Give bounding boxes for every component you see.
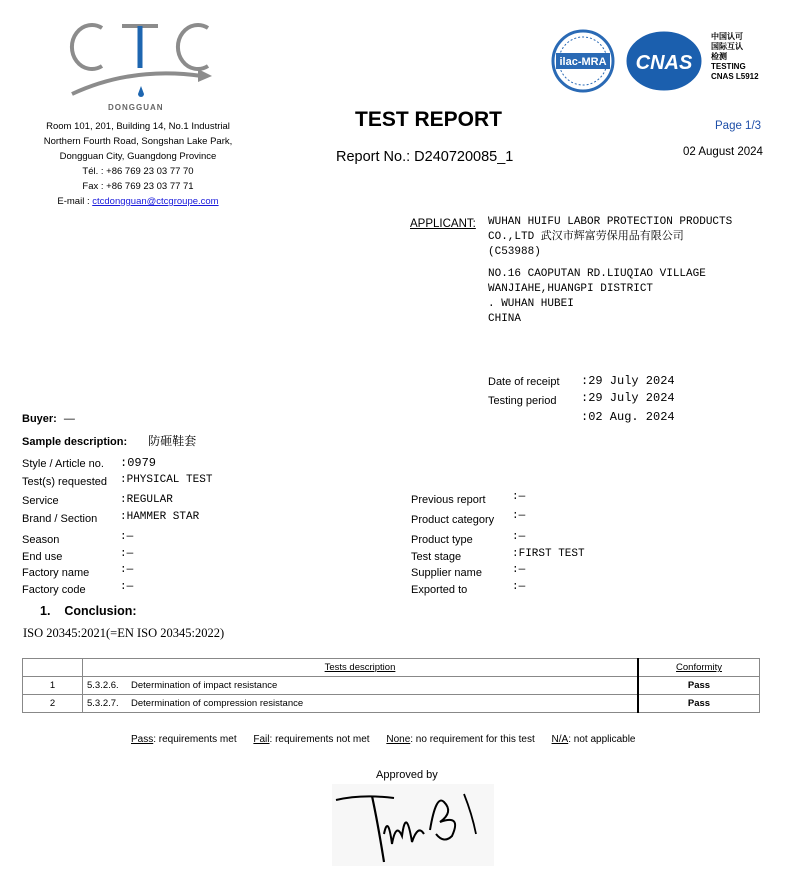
cnas-text: CNAS [635,52,693,74]
email-label: E-mail : [57,196,93,207]
applicant-line: (C53988) [488,246,541,258]
row-number: 1 [23,677,83,695]
buyer-value: — [63,413,75,425]
fax: Fax : +86 769 23 03 77 71 [82,181,194,192]
applicant-line: NO.16 CAOPUTAN RD.LIUQIAO VILLAGE [488,268,706,280]
conclusion-heading: 1. Conclusion: [40,604,137,618]
applicant-line: WANJIAHE,HUANGPI DISTRICT [488,283,654,295]
field-label: Test stage [411,551,462,563]
cnas-details [711,32,759,82]
row-result: Pass [638,695,760,713]
field-value: :— [120,548,134,560]
row-code: 5.3.2.6. [83,677,128,695]
sample-label: Sample description: [22,436,128,448]
cnas-code: CNAS L5912 [711,72,759,81]
buyer-label: Buyer: [22,413,57,425]
ilac-text: ilac-MRA [559,56,607,68]
field-value: :— [120,581,134,593]
legend-na-label: N/A [551,734,569,745]
report-number: Report No.: D240720085_1 [336,149,514,165]
field-value: :FIRST TEST [512,548,585,560]
field-label: Factory name [22,567,90,579]
date-of-receipt-label: Date of receipt [488,376,560,388]
field-label: Supplier name [411,567,482,579]
report-title: TEST REPORT [355,108,503,131]
table-header-cell [23,659,83,677]
row-result: Pass [638,677,760,695]
table-header-row [23,659,760,677]
conclusion-standard: ISO 20345:2021(=EN ISO 20345:2022) [23,626,225,640]
testing-period-label: Testing period [488,395,557,407]
email-link[interactable]: ctcdongguan@ctcgroupe.com [92,196,219,207]
phone: Tél. : +86 769 23 03 77 70 [82,166,194,177]
applicant-line: . WUHAN HUBEI [488,298,574,310]
legend-na-text: : not applicable [568,734,636,745]
legend-pass-text: : requirements met [153,734,237,745]
table-row [23,677,760,695]
cnas-cn-line: 中国认可 [711,32,743,41]
company-address [13,119,263,209]
address-line: Northern Fourth Road, Songshan Lake Park, [43,136,233,147]
field-value: :REGULAR [120,494,173,506]
field-value: :— [120,531,134,543]
cnas-logo [624,28,704,94]
field-label: Product category [411,514,495,526]
field-label: Factory code [22,584,86,596]
legend-none-label: None [386,734,411,745]
approved-by-label: Approved by [376,769,438,781]
field-label: Exported to [411,584,468,596]
cnas-cn-line: 国际互认 [711,42,743,51]
table-row [23,695,760,713]
field-value: :PHYSICAL TEST [120,474,213,486]
ctc-logo [62,14,222,114]
field-value: :— [512,531,526,543]
field-label: Service [22,495,59,507]
cnas-cn-line: 检测 [711,52,727,61]
buyer-row [22,413,75,425]
row-description: Determination of impact resistance [127,677,638,695]
legend-fail-label: Fail [253,734,270,745]
row-number: 2 [23,695,83,713]
legend-none-text: : no requirement for this test [410,734,535,745]
field-label: End use [22,551,63,563]
field-label: Style / Article no. [22,458,104,470]
testing-period-from: :29 July 2024 [581,391,675,405]
field-value: :0979 [120,456,157,470]
logo-city: DONGGUAN [108,103,164,112]
field-label: Season [22,534,60,546]
field-value: :— [512,491,526,503]
field-label: Product type [411,534,473,546]
row-description: Determination of compression resistance [127,695,638,713]
signature-image [332,784,494,866]
address-line: Dongguan City, Guangdong Province [59,151,217,162]
field-value: :HAMMER STAR [120,511,200,523]
cnas-testing: TESTING [711,62,746,71]
result-legend [131,734,636,745]
applicant-block [488,215,778,327]
address-line: Room 101, 201, Building 14, No.1 Industrial [46,121,230,132]
email-row [13,194,263,209]
row-code: 5.3.2.7. [83,695,128,713]
tests-table [22,658,760,713]
field-value: :— [512,581,526,593]
applicant-label: APPLICANT: [410,218,476,230]
sample-row [22,432,196,449]
field-label: Brand / Section [22,513,98,525]
tests-description-header: Tests description [83,659,639,677]
legend-fail-text: : requirements not met [269,734,370,745]
field-value: :— [120,564,134,576]
conformity-header: Conformity [638,659,760,677]
applicant-line: CHINA [488,313,522,325]
date-of-receipt-value: :29 July 2024 [581,374,675,388]
page-number: Page 1/3 [715,120,762,132]
sample-value: 防砸鞋套 [148,434,197,448]
applicant-line: WUHAN HUIFU LABOR PROTECTION PRODUCTS [488,216,733,228]
field-value: :— [512,510,526,522]
field-label: Test(s) requested [22,476,107,488]
applicant-line: CO.,LTD 武汉市辉富劳保用品有限公司 [488,231,684,243]
testing-period-to: :02 Aug. 2024 [581,410,675,424]
report-date: 02 August 2024 [683,146,763,158]
ilac-mra-logo [550,28,616,94]
field-label: Previous report [411,494,486,506]
legend-pass-label: Pass [131,734,154,745]
field-value: :— [512,564,526,576]
